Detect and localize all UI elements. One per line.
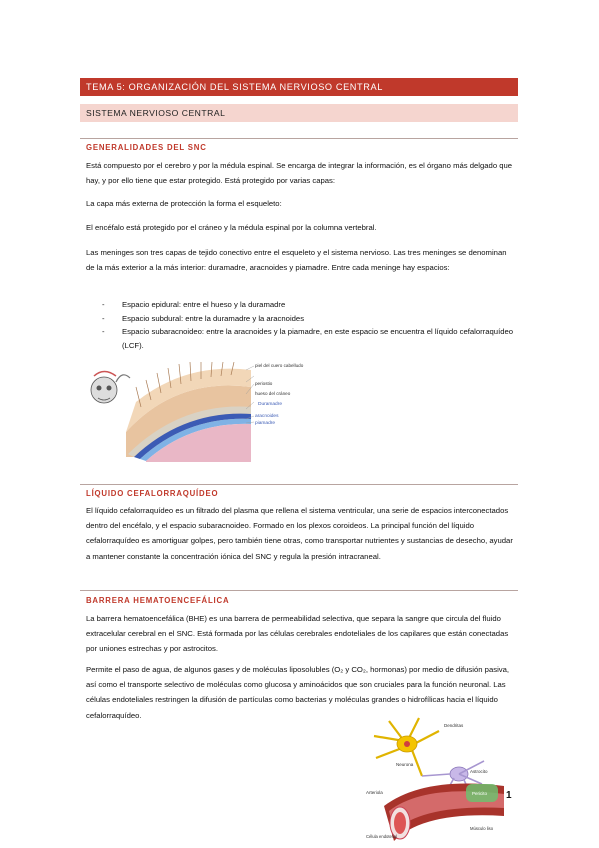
paragraph-liquido: El líquido cefalorraquídeo es un filtrado del plasma que rellena el sistema ventricular, una serie de espacios interconectados dentro del encéfalo, y el espacio subaracnoideo. Formado en los plexos coroideos. La principal función del líquido cefalorraquídeo es amortiguar golpes, pero también tiene otras, como transportar nutrientes y sustancias de desecho, ayudar a mantener constante la concentración iónica del SNC y regula la presión intracraneal. (86, 506, 513, 561)
label-dendrites: Dendritas (444, 723, 464, 728)
spaces-list (100, 298, 514, 352)
section-divider (80, 138, 518, 139)
page-number: 1 (506, 790, 512, 801)
section-divider (80, 590, 518, 591)
heading-liquido: LÍQUIDO CEFALORRAQUÍDEO (86, 489, 219, 498)
label-arachnoid: aracnoides (255, 414, 279, 419)
heading-generalidades: GENERALIDADES DEL SNC (86, 143, 207, 152)
section-title: SISTEMA NERVIOSO CENTRAL (80, 104, 518, 122)
label-pia: piamadre (255, 421, 275, 426)
list-item: - Espacio subaracnoideo: entre la aracnoides y la piamadre, en este espacio se encuentra el líquido cefalorraquídeo (LCF). (100, 325, 514, 352)
label-endothelial: Célula endotelial (366, 834, 397, 839)
paragraph-intro: Está compuesto por el cerebro y por la médula espinal. Se encarga de integrar la información, es el órgano más delgado que hay, y por ello tiene que estar protegido. Está protegido por varias capas: (86, 161, 513, 186)
label-dura: Duramadre (258, 402, 282, 407)
chapter-title: TEMA 5: ORGANIZACIÓN DEL SISTEMA NERVIOSO CENTRAL (80, 78, 518, 96)
label-neuron: Neurona (396, 762, 414, 767)
bbb-figure (364, 716, 514, 846)
arrow-icon (116, 375, 130, 382)
paragraph-meninges: Las meninges son tres capas de tejido conectivo entre el esqueleto y el sistema nervioso. Las tres meninges se denominan de la más exterior a la más interior: duramadre, aracnoides y piamadre. Entre cada meninge hay espacios: (86, 248, 507, 273)
paragraph-protection: El encéfalo está protegido por el cráneo y la médula espinal por la columna vertebral. (86, 223, 377, 232)
paragraph-barrera-def: La barrera hematoencefálica (BHE) es una barrera de permeabilidad selectiva, que separa la sangre que circula del fluido extracelular cerebral en el SNC. Está formada por las células cerebrales endoteliales de los capilares que están conectadas por uniones estrechas y por astrocitos. (86, 614, 509, 654)
label-periosteum: periostio (255, 381, 273, 386)
label-muscle: Músculo liso (470, 826, 494, 831)
paragraph-barrera-func: Permite el paso de agua, de algunos gases y de moléculas liposolubles (O₂ y CO₂, hormonas) por medio de difusión pasiva, así como el transporte selectivo de moléculas como glucosa y aminoácidos que son cruciales para la función neuronal. Las células endoteliales restringen la difusión de partículas como bacterias y moléculas grandes o hidrofílicas hacia el líquido cefalorraquídeo. (86, 665, 510, 720)
list-item: - Espacio subdural: entre la duramadre y la aracnoides (100, 312, 514, 326)
label-astrocyte: Astrocito (470, 769, 488, 774)
section-divider (80, 484, 518, 485)
label-skin: piel del cuero cabelludo (255, 363, 304, 368)
label-arteriole: Arteriola (366, 790, 383, 795)
heading-barrera: BARRERA HEMATOENCEFÁLICA (86, 596, 230, 605)
list-item: - Espacio epidural: entre el hueso y la duramadre (100, 298, 514, 312)
meninges-figure (86, 362, 306, 462)
label-pericyte: Pericito (472, 791, 488, 796)
label-bone: hueso del cráneo (255, 391, 291, 396)
paragraph-skeleton: La capa más externa de protección la forma el esqueleto: (86, 199, 282, 208)
head-icon (91, 377, 117, 403)
